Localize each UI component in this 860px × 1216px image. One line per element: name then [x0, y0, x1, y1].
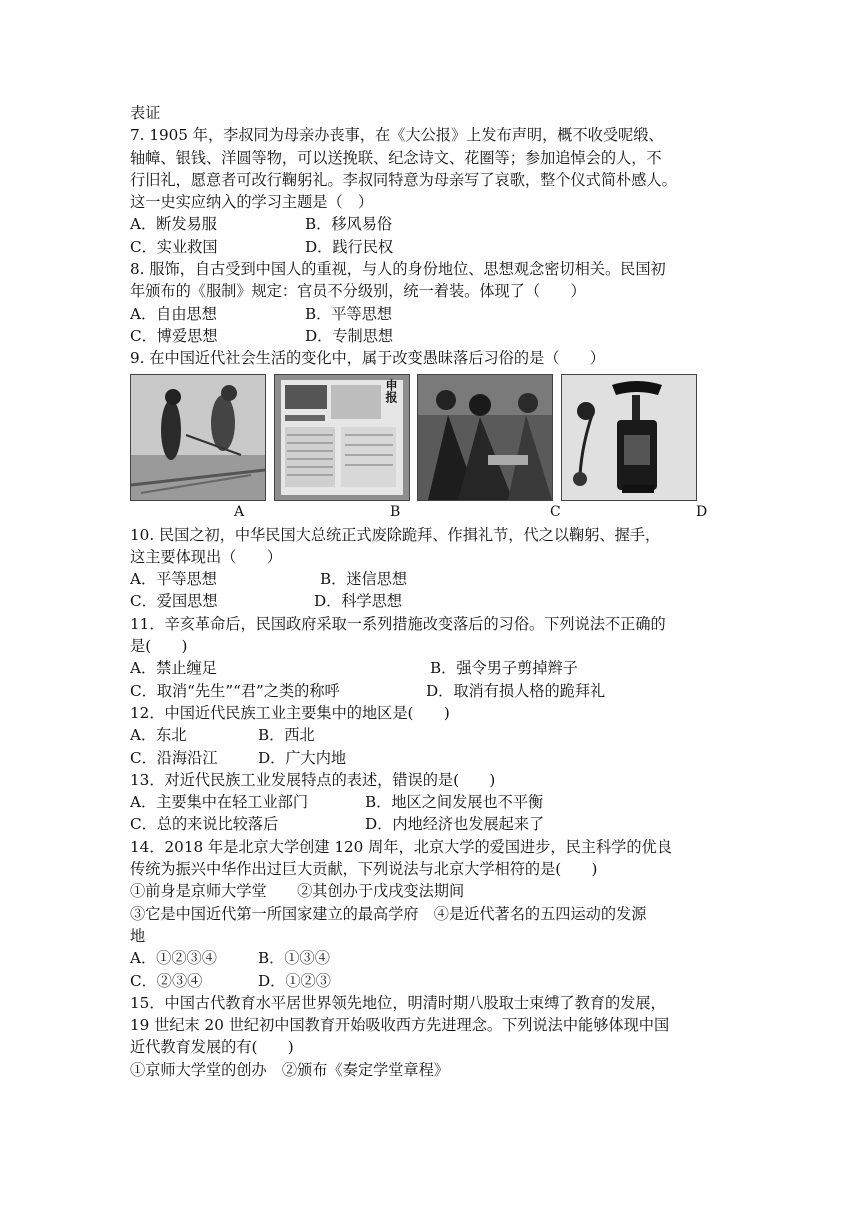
options-row: [130, 236, 735, 258]
option-a: A．禁止缠足: [130, 659, 217, 678]
question-text-line: 传统为振兴中华作出过巨大贡献，下列说法与北京大学相符的是( ): [130, 860, 598, 879]
question-text-line: 7. 1905 年，李叔同为母亲办丧事，在《大公报》上发布声明，概不收受呢缎、: [130, 126, 664, 145]
option-d: D．专制思想: [305, 326, 394, 345]
option-d: D．科学思想: [314, 592, 403, 611]
option-b: B．平等思想: [305, 304, 393, 323]
question-text-line: 11．辛亥革命后，民国政府采取一系列措施改变落后的习俗。下列说法不正确的: [130, 614, 666, 633]
question-text-line: 这一史实应纳入的学习主题是（ ）: [130, 193, 373, 212]
figure-b-image: [274, 374, 410, 501]
question-text-line: 年颁布的《服制》规定：官员不分级别，统一着装。体现了（ ）: [130, 282, 586, 301]
document-page: [130, 102, 735, 1081]
figure-row: [130, 374, 735, 524]
figure-a-image: [130, 374, 266, 501]
question-14: [130, 836, 735, 992]
figure-d-telephone-image: [561, 374, 697, 501]
options-row: [130, 813, 735, 835]
figure-label-a: A: [234, 503, 245, 520]
option-b: B．西北: [258, 726, 315, 745]
question-15: [130, 992, 735, 1081]
question-text-line: 行旧礼，愿意者可改行鞠躬礼。李叔同特意为母亲写了哀歌，整个仪式简朴感人。: [130, 170, 677, 189]
question-7: [130, 124, 735, 258]
question-text-line: 轴幛、银钱、洋圆等物，可以送挽联、纪念诗文、花圈等；参加追悼会的人，不: [130, 148, 662, 167]
options-row: [130, 724, 735, 746]
question-11: [130, 613, 735, 702]
option-d: D．取消有损人格的跪拜礼: [426, 681, 606, 700]
option-a: A．自由思想: [130, 304, 217, 323]
question-10: [130, 524, 735, 613]
option-b: B．①③④: [258, 949, 330, 968]
question-text-line: 14．2018 年是北京大学创建 120 周年，北京大学的爱国进步，民主科学的优良: [130, 837, 672, 856]
question-8: [130, 258, 735, 347]
option-c: C．总的来说比较落后: [130, 815, 279, 834]
options-row: [130, 568, 735, 590]
option-c: C．取消“先生”“君”之类的称呼: [130, 681, 340, 700]
options-row: [130, 680, 735, 702]
question-text-line: 近代教育发展的有( ): [130, 1038, 294, 1057]
option-b: B．移风易俗: [305, 215, 393, 234]
options-row: [130, 213, 735, 235]
question-text-line: 19 世纪末 20 世纪初中国教育开始吸收西方先进理念。下列说法中能够体现中国: [130, 1016, 670, 1035]
statement-line: 地: [130, 926, 146, 945]
option-b: B．强令男子剪掉辫子: [430, 659, 578, 678]
newspaper-title: 申报: [384, 378, 398, 403]
statement-line: ①前身是京师大学堂 ②其创办于戊戌变法期间: [130, 882, 465, 901]
section-header: 表证: [130, 104, 161, 122]
question-text-line: 10. 民国之初，中华民国大总统正式废除跪拜、作揖礼节，代之以鞠躬、握手，: [130, 525, 661, 544]
figure-label-b: B: [390, 503, 401, 520]
option-c: C．沿海沿江: [130, 748, 218, 767]
option-a: A．平等思想: [130, 570, 217, 589]
question-text-line: 是( ): [130, 637, 188, 656]
options-row: [130, 747, 735, 769]
option-c: C．②③④: [130, 971, 203, 990]
option-c: C．博爱思想: [130, 326, 218, 345]
option-a: A．东北: [130, 726, 187, 745]
option-d: D．①②③: [258, 971, 331, 990]
options-row: [130, 947, 735, 969]
option-d: D．践行民权: [305, 237, 394, 256]
statement-line: ①京师大学堂的创办 ②颁布《奏定学堂章程》: [130, 1060, 449, 1079]
figure-label-c: C: [550, 503, 561, 520]
option-d: D．内地经济也发展起来了: [365, 815, 545, 834]
question-text-line: 9. 在中国近代社会生活的变化中，属于改变愚昧落后习俗的是（ ）: [130, 349, 605, 368]
option-a: A．①②③④: [130, 949, 217, 968]
question-text-line: 15．中国古代教育水平居世界领先地位，明清时期八股取士束缚了教育的发展，: [130, 993, 666, 1012]
option-a: A．主要集中在轻工业部门: [130, 793, 309, 812]
question-text-line: 13．对近代民族工业发展特点的表述，错误的是( ): [130, 770, 496, 789]
question-text-line: 8. 服饰，自古受到中国人的重视，与人的身份地位、思想观念密切相关。民国初: [130, 260, 666, 279]
options-row: [130, 791, 735, 813]
question-9: [130, 347, 735, 523]
options-row: [130, 590, 735, 612]
options-row: [130, 325, 735, 347]
option-a: A．断发易服: [130, 215, 217, 234]
option-c: C．爱国思想: [130, 592, 218, 611]
options-row: [130, 303, 735, 325]
option-c: C．实业救国: [130, 237, 218, 256]
figure-label-d: D: [696, 503, 708, 520]
option-d: D．广大内地: [258, 748, 347, 767]
question-13: [130, 769, 735, 836]
options-row: [130, 657, 735, 679]
figure-c-image: [417, 374, 553, 501]
question-12: [130, 702, 735, 769]
statement-line: ③它是中国近代第一所国家建立的最高学府 ④是近代著名的五四运动的发源: [130, 904, 647, 923]
question-text-line: 12．中国近代民族工业主要集中的地区是( ): [130, 703, 450, 722]
option-b: B．地区之间发展也不平衡: [365, 793, 544, 812]
question-text-line: 这主要体现出（ ）: [130, 547, 282, 566]
option-b: B．迷信思想: [320, 570, 408, 589]
options-row: [130, 970, 735, 992]
